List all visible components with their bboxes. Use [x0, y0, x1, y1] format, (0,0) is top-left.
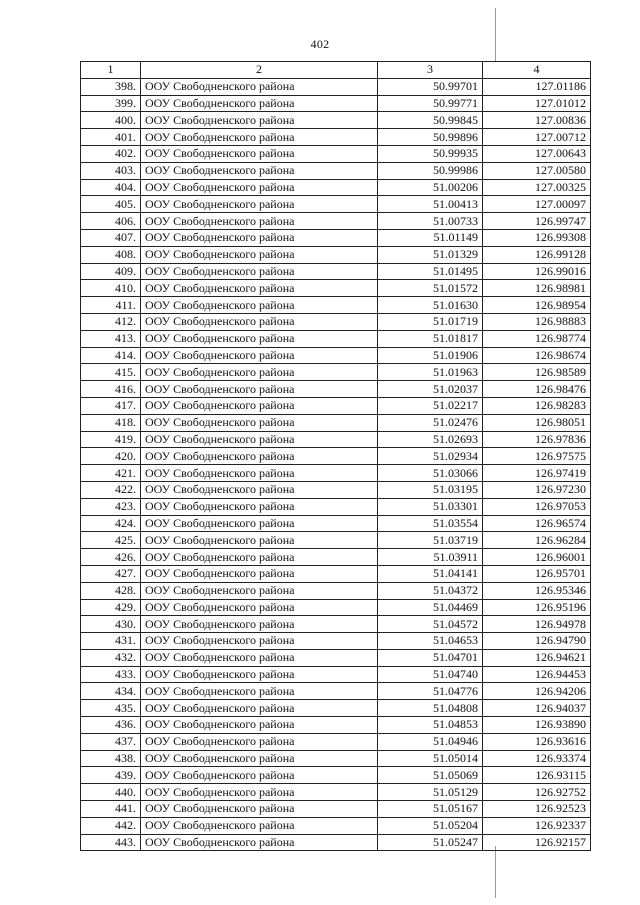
- table-row: [81, 229, 591, 246]
- table-row: [81, 297, 591, 314]
- table-row: [81, 95, 591, 112]
- latitude-cell: 50.99771: [378, 95, 483, 112]
- table-row: [81, 515, 591, 532]
- location-name-cell: ООУ Свободненского района: [141, 179, 378, 196]
- row-number-cell: 429.: [81, 599, 141, 616]
- latitude-cell: 51.05069: [378, 767, 483, 784]
- scan-fold-line-bottom: [495, 846, 496, 898]
- row-number-cell: 406.: [81, 213, 141, 230]
- longitude-cell: 126.97836: [483, 431, 591, 448]
- latitude-cell: 51.04740: [378, 666, 483, 683]
- latitude-cell: 51.04469: [378, 599, 483, 616]
- table-row: [81, 448, 591, 465]
- longitude-cell: 126.98981: [483, 280, 591, 297]
- location-name-cell: ООУ Свободненского района: [141, 649, 378, 666]
- location-name-cell: ООУ Свободненского района: [141, 213, 378, 230]
- latitude-cell: 51.03719: [378, 532, 483, 549]
- row-number-cell: 431.: [81, 633, 141, 650]
- location-name-cell: ООУ Свободненского района: [141, 95, 378, 112]
- longitude-cell: 126.95701: [483, 565, 591, 582]
- latitude-cell: 51.00206: [378, 179, 483, 196]
- longitude-cell: 126.99747: [483, 213, 591, 230]
- row-number-cell: 402.: [81, 145, 141, 162]
- table-row: [81, 767, 591, 784]
- row-number-cell: 403.: [81, 162, 141, 179]
- table-row: [81, 633, 591, 650]
- latitude-cell: 51.02934: [378, 448, 483, 465]
- longitude-cell: 126.94037: [483, 700, 591, 717]
- table-row: [81, 834, 591, 851]
- latitude-cell: 50.99896: [378, 129, 483, 146]
- row-number-cell: 416.: [81, 381, 141, 398]
- row-number-cell: 428.: [81, 582, 141, 599]
- row-number-cell: 440.: [81, 784, 141, 801]
- table-row: [81, 683, 591, 700]
- table-row: [81, 801, 591, 818]
- longitude-cell: 126.96284: [483, 532, 591, 549]
- location-name-cell: ООУ Свободненского района: [141, 330, 378, 347]
- location-name-cell: ООУ Свободненского района: [141, 549, 378, 566]
- longitude-cell: 127.00712: [483, 129, 591, 146]
- table-row: [81, 549, 591, 566]
- longitude-cell: 126.94978: [483, 616, 591, 633]
- latitude-cell: 50.99845: [378, 112, 483, 129]
- table-row: [81, 431, 591, 448]
- longitude-cell: 126.93890: [483, 717, 591, 734]
- row-number-cell: 410.: [81, 280, 141, 297]
- row-number-cell: 409.: [81, 263, 141, 280]
- longitude-cell: 126.98476: [483, 381, 591, 398]
- longitude-cell: 126.97419: [483, 465, 591, 482]
- table-row: [81, 112, 591, 129]
- latitude-cell: 51.04572: [378, 616, 483, 633]
- latitude-cell: 51.04808: [378, 700, 483, 717]
- longitude-cell: 126.94206: [483, 683, 591, 700]
- location-name-cell: ООУ Свободненского района: [141, 481, 378, 498]
- location-name-cell: ООУ Свободненского района: [141, 666, 378, 683]
- row-number-cell: 414.: [81, 347, 141, 364]
- location-name-cell: ООУ Свободненского района: [141, 129, 378, 146]
- longitude-cell: 126.98883: [483, 313, 591, 330]
- location-name-cell: ООУ Свободненского района: [141, 414, 378, 431]
- row-number-cell: 400.: [81, 112, 141, 129]
- row-number-cell: 418.: [81, 414, 141, 431]
- location-name-cell: ООУ Свободненского района: [141, 616, 378, 633]
- location-name-cell: ООУ Свободненского района: [141, 498, 378, 515]
- latitude-cell: 51.03195: [378, 481, 483, 498]
- latitude-cell: 51.01329: [378, 246, 483, 263]
- table-row: [81, 129, 591, 146]
- latitude-cell: 51.01719: [378, 313, 483, 330]
- row-number-cell: 424.: [81, 515, 141, 532]
- latitude-cell: 51.02217: [378, 397, 483, 414]
- table-row: [81, 717, 591, 734]
- location-name-cell: ООУ Свободненского района: [141, 196, 378, 213]
- row-number-cell: 439.: [81, 767, 141, 784]
- location-name-cell: ООУ Свободненского района: [141, 246, 378, 263]
- longitude-cell: 126.98674: [483, 347, 591, 364]
- row-number-cell: 417.: [81, 397, 141, 414]
- table-row: [81, 347, 591, 364]
- table-row: [81, 733, 591, 750]
- table-row: [81, 414, 591, 431]
- latitude-cell: 51.05014: [378, 750, 483, 767]
- latitude-cell: 51.02037: [378, 381, 483, 398]
- row-number-cell: 436.: [81, 717, 141, 734]
- latitude-cell: 51.02693: [378, 431, 483, 448]
- table-row: [81, 330, 591, 347]
- location-name-cell: ООУ Свободненского района: [141, 633, 378, 650]
- longitude-cell: 126.93115: [483, 767, 591, 784]
- table-row: [81, 750, 591, 767]
- latitude-cell: 51.01963: [378, 364, 483, 381]
- longitude-cell: 127.00580: [483, 162, 591, 179]
- table-row: [81, 397, 591, 414]
- row-number-cell: 432.: [81, 649, 141, 666]
- table-row: [81, 481, 591, 498]
- table-row: [81, 78, 591, 95]
- scan-fold-line-top: [495, 8, 496, 62]
- longitude-cell: 126.93374: [483, 750, 591, 767]
- row-number-cell: 433.: [81, 666, 141, 683]
- latitude-cell: 50.99701: [378, 78, 483, 95]
- latitude-cell: 51.01495: [378, 263, 483, 280]
- latitude-cell: 51.04776: [378, 683, 483, 700]
- location-name-cell: ООУ Свободненского района: [141, 397, 378, 414]
- location-name-cell: ООУ Свободненского района: [141, 700, 378, 717]
- row-number-cell: 412.: [81, 313, 141, 330]
- table-row: [81, 162, 591, 179]
- longitude-cell: 126.92523: [483, 801, 591, 818]
- table-row: [81, 145, 591, 162]
- location-name-cell: ООУ Свободненского района: [141, 162, 378, 179]
- table-row: [81, 649, 591, 666]
- header-col-2: 2: [141, 62, 378, 79]
- latitude-cell: 51.01630: [378, 297, 483, 314]
- row-number-cell: 407.: [81, 229, 141, 246]
- location-name-cell: ООУ Свободненского района: [141, 297, 378, 314]
- latitude-cell: 51.00413: [378, 196, 483, 213]
- location-name-cell: ООУ Свободненского района: [141, 229, 378, 246]
- row-number-cell: 422.: [81, 481, 141, 498]
- location-name-cell: ООУ Свободненского района: [141, 313, 378, 330]
- table-header-row: [81, 62, 591, 79]
- longitude-cell: 126.94790: [483, 633, 591, 650]
- longitude-cell: 126.98283: [483, 397, 591, 414]
- table-row: [81, 582, 591, 599]
- longitude-cell: 126.98774: [483, 330, 591, 347]
- page-number: 402: [310, 37, 330, 51]
- row-number-cell: 437.: [81, 733, 141, 750]
- location-name-cell: ООУ Свободненского района: [141, 112, 378, 129]
- longitude-cell: 127.00325: [483, 179, 591, 196]
- longitude-cell: 126.99016: [483, 263, 591, 280]
- latitude-cell: 51.03066: [378, 465, 483, 482]
- latitude-cell: 51.04141: [378, 565, 483, 582]
- latitude-cell: 51.00733: [378, 213, 483, 230]
- row-number-cell: 423.: [81, 498, 141, 515]
- location-name-cell: ООУ Свободненского района: [141, 565, 378, 582]
- longitude-cell: 126.99308: [483, 229, 591, 246]
- location-name-cell: ООУ Свободненского района: [141, 145, 378, 162]
- row-number-cell: 435.: [81, 700, 141, 717]
- location-name-cell: ООУ Свободненского района: [141, 263, 378, 280]
- location-name-cell: ООУ Свободненского района: [141, 280, 378, 297]
- header-col-3: 3: [378, 62, 483, 79]
- row-number-cell: 413.: [81, 330, 141, 347]
- location-name-cell: ООУ Свободненского района: [141, 599, 378, 616]
- table-row: [81, 784, 591, 801]
- table-row: [81, 364, 591, 381]
- table-row: [81, 213, 591, 230]
- row-number-cell: 401.: [81, 129, 141, 146]
- latitude-cell: 51.05247: [378, 834, 483, 851]
- table-row: [81, 817, 591, 834]
- table-row: [81, 313, 591, 330]
- longitude-cell: 127.00643: [483, 145, 591, 162]
- row-number-cell: 442.: [81, 817, 141, 834]
- latitude-cell: 51.04853: [378, 717, 483, 734]
- longitude-cell: 126.97053: [483, 498, 591, 515]
- latitude-cell: 51.04653: [378, 633, 483, 650]
- table-row: [81, 498, 591, 515]
- longitude-cell: 126.98051: [483, 414, 591, 431]
- longitude-cell: 126.99128: [483, 246, 591, 263]
- table-row: [81, 179, 591, 196]
- row-number-cell: 427.: [81, 565, 141, 582]
- longitude-cell: 126.98954: [483, 297, 591, 314]
- latitude-cell: 51.01817: [378, 330, 483, 347]
- location-name-cell: ООУ Свободненского района: [141, 683, 378, 700]
- location-name-cell: ООУ Свободненского района: [141, 347, 378, 364]
- longitude-cell: 127.01012: [483, 95, 591, 112]
- longitude-cell: 127.00097: [483, 196, 591, 213]
- row-number-cell: 434.: [81, 683, 141, 700]
- row-number-cell: 420.: [81, 448, 141, 465]
- latitude-cell: 51.05129: [378, 784, 483, 801]
- longitude-cell: 126.96001: [483, 549, 591, 566]
- latitude-cell: 50.99986: [378, 162, 483, 179]
- header-col-1: 1: [81, 62, 141, 79]
- location-name-cell: ООУ Свободненского района: [141, 381, 378, 398]
- longitude-cell: 126.98589: [483, 364, 591, 381]
- latitude-cell: 51.03554: [378, 515, 483, 532]
- coordinates-table: [80, 61, 591, 851]
- location-name-cell: ООУ Свободненского района: [141, 515, 378, 532]
- latitude-cell: 51.05167: [378, 801, 483, 818]
- table-row: [81, 616, 591, 633]
- table-row: [81, 599, 591, 616]
- table-row: [81, 532, 591, 549]
- table-row: [81, 666, 591, 683]
- row-number-cell: 421.: [81, 465, 141, 482]
- location-name-cell: ООУ Свободненского района: [141, 465, 378, 482]
- longitude-cell: 126.94453: [483, 666, 591, 683]
- latitude-cell: 51.04372: [378, 582, 483, 599]
- row-number-cell: 405.: [81, 196, 141, 213]
- header-col-4: 4: [483, 62, 591, 79]
- longitude-cell: 126.95346: [483, 582, 591, 599]
- location-name-cell: ООУ Свободненского района: [141, 784, 378, 801]
- row-number-cell: 419.: [81, 431, 141, 448]
- table-row: [81, 280, 591, 297]
- location-name-cell: ООУ Свободненского района: [141, 582, 378, 599]
- table-row: [81, 196, 591, 213]
- latitude-cell: 51.04946: [378, 733, 483, 750]
- row-number-cell: 404.: [81, 179, 141, 196]
- location-name-cell: ООУ Свободненского района: [141, 431, 378, 448]
- longitude-cell: 126.93616: [483, 733, 591, 750]
- row-number-cell: 426.: [81, 549, 141, 566]
- location-name-cell: ООУ Свободненского района: [141, 448, 378, 465]
- table-row: [81, 700, 591, 717]
- longitude-cell: 126.96574: [483, 515, 591, 532]
- latitude-cell: 51.04701: [378, 649, 483, 666]
- longitude-cell: 126.92157: [483, 834, 591, 851]
- location-name-cell: ООУ Свободненского района: [141, 750, 378, 767]
- row-number-cell: 411.: [81, 297, 141, 314]
- row-number-cell: 425.: [81, 532, 141, 549]
- latitude-cell: 51.03911: [378, 549, 483, 566]
- row-number-cell: 399.: [81, 95, 141, 112]
- table-row: [81, 246, 591, 263]
- longitude-cell: 126.97230: [483, 481, 591, 498]
- location-name-cell: ООУ Свободненского района: [141, 78, 378, 95]
- location-name-cell: ООУ Свободненского района: [141, 767, 378, 784]
- latitude-cell: 51.01149: [378, 229, 483, 246]
- latitude-cell: 50.99935: [378, 145, 483, 162]
- table-row: [81, 263, 591, 280]
- longitude-cell: 126.95196: [483, 599, 591, 616]
- row-number-cell: 430.: [81, 616, 141, 633]
- row-number-cell: 441.: [81, 801, 141, 818]
- longitude-cell: 127.00836: [483, 112, 591, 129]
- latitude-cell: 51.01572: [378, 280, 483, 297]
- location-name-cell: ООУ Свободненского района: [141, 817, 378, 834]
- location-name-cell: ООУ Свободненского района: [141, 532, 378, 549]
- longitude-cell: 126.97575: [483, 448, 591, 465]
- longitude-cell: 126.92752: [483, 784, 591, 801]
- longitude-cell: 126.94621: [483, 649, 591, 666]
- latitude-cell: 51.02476: [378, 414, 483, 431]
- longitude-cell: 126.92337: [483, 817, 591, 834]
- location-name-cell: ООУ Свободненского района: [141, 733, 378, 750]
- location-name-cell: ООУ Свободненского района: [141, 834, 378, 851]
- latitude-cell: 51.01906: [378, 347, 483, 364]
- row-number-cell: 408.: [81, 246, 141, 263]
- row-number-cell: 443.: [81, 834, 141, 851]
- table-row: [81, 565, 591, 582]
- latitude-cell: 51.03301: [378, 498, 483, 515]
- location-name-cell: ООУ Свободненского района: [141, 717, 378, 734]
- table-row: [81, 465, 591, 482]
- row-number-cell: 415.: [81, 364, 141, 381]
- row-number-cell: 398.: [81, 78, 141, 95]
- location-name-cell: ООУ Свободненского района: [141, 801, 378, 818]
- table-row: [81, 381, 591, 398]
- row-number-cell: 438.: [81, 750, 141, 767]
- latitude-cell: 51.05204: [378, 817, 483, 834]
- location-name-cell: ООУ Свободненского района: [141, 364, 378, 381]
- longitude-cell: 127.01186: [483, 78, 591, 95]
